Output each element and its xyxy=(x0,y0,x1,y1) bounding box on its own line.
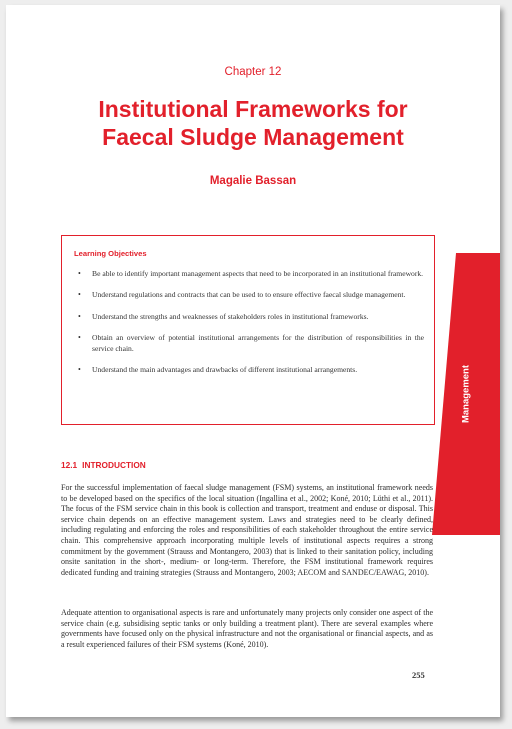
body-paragraph: For the successful implementation of faecal sludge management (FSM) systems, an institutional framework needs to be developed based on the specifics of the local situation (Ingallina et al., 2002; Koné, 2010; Lüthi et al., 2011). The focus of the FSM service chain in this book is collection and transport, treatment and enduse or disposal. This service chain depends on an effective management system. Laws and strategies need to be clearly defined, including regulating and enforcing the roles and responsibilities of each stakeholder throughout the entire service chain. This comprehensive approach incorporating multiple levels of institutional aspects requires a strong commitment by the government (Strauss and Montangero, 2003) that is linked to their sanitation policy, including onsite sanitation in the short-, medium- or long-term. Therefore, the FSM institutional framework requires dedicated funding and training strategies (Strauss and Montangero, 2003; AECOM and SANDEC/EAWAG, 2010). xyxy=(61,483,433,577)
section-number: 12.1 xyxy=(61,460,78,470)
learning-objectives-box xyxy=(61,235,435,425)
section-heading xyxy=(61,460,146,470)
thumb-tab-label: Management xyxy=(460,364,472,424)
learning-objectives-list xyxy=(74,269,424,375)
objective-item: • Obtain an overview of potential institutional arrangements for the distribution of responsibilities in the service chain. xyxy=(74,333,424,354)
objective-item: • Understand the strengths and weaknesses of stakeholders roles in institutional frameworks. xyxy=(74,312,424,322)
chapter-title-line-1: Institutional Frameworks for xyxy=(98,96,408,122)
learning-objectives-heading: Learning Objectives xyxy=(74,249,147,258)
author-name: Magalie Bassan xyxy=(209,175,297,187)
objective-item: • Understand regulations and contracts that can be used to to ensure effective faecal sludge management. xyxy=(74,290,424,300)
chapter-title-line-2: Faecal Sludge Management xyxy=(102,124,404,150)
chapter-label: Chapter 12 xyxy=(224,66,282,78)
chapter-title xyxy=(6,95,500,151)
section-title: INTRODUCTION xyxy=(82,460,146,470)
section-thumb-tab xyxy=(432,253,500,535)
body-paragraph: Adequate attention to organisational aspects is rare and unfortunately many projects only consider one aspect of the service chain (e.g. subsidising septic tanks or only building a treatment plant). There are several examples where governments have focused only on the physical infrastructure and not the organisational or financial aspects, and as a result experienced failures of their FSM systems (Koné, 2010). xyxy=(61,608,433,649)
page-number: 255 xyxy=(412,670,425,680)
objective-item: • Be able to identify important management aspects that need to be incorporated in an institutional framework. xyxy=(74,269,424,279)
objective-item: • Understand the main advantages and drawbacks of different institutional arrangements. xyxy=(74,365,424,375)
book-page xyxy=(6,5,500,717)
